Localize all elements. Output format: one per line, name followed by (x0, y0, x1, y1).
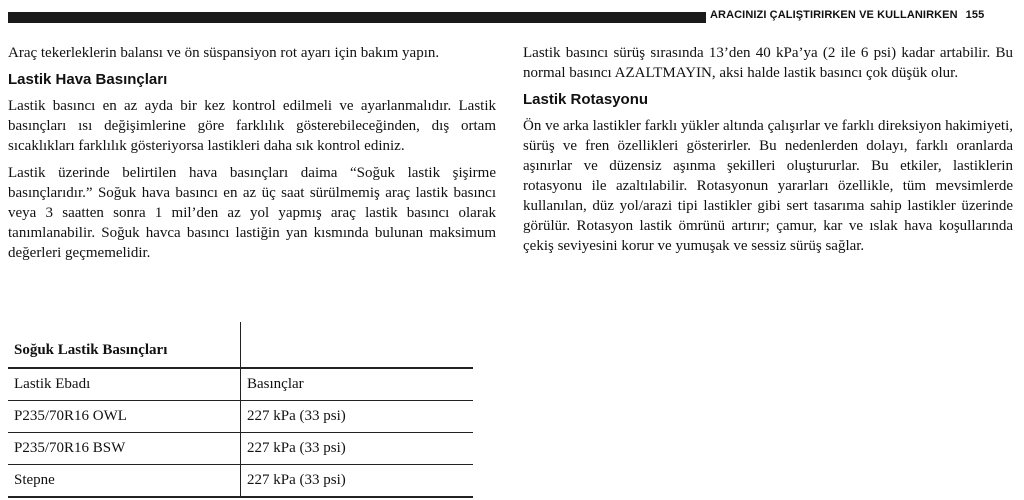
page-number: 155 (965, 9, 985, 21)
column-header-size: Lastik Ebadı (8, 368, 241, 401)
running-header (710, 9, 1010, 21)
pressure-cell: 227 kPa (33 psi) (241, 433, 474, 465)
right-column (523, 43, 1013, 263)
table-row (8, 433, 473, 465)
tire-size-cell: Stepne (8, 465, 241, 498)
pressure-cell: 227 kPa (33 psi) (241, 465, 474, 498)
table-row (8, 465, 473, 498)
tire-size-cell: P235/70R16 OWL (8, 401, 241, 433)
table-caption-row (8, 333, 473, 368)
column-header-pressure: Basınçlar (241, 368, 474, 401)
paragraph-cold-pressure: Lastik üzerinde belirtilen hava basınçları daima “Soğuk lastik şişirme basınçlarıdır.” Soğuk hava basıncı en az üç saat sürülmemiş araç lastik basıncı veya 3 saatten sonra 1 mil’den az yol yapmış araç lastik basıncı olarak tanımlanabilir. Soğuk havca basıncı lastiğin yan kısmında bulunan maksimum değerleri geçmemelidir. (8, 165, 496, 261)
heading-tire-rotation: Lastik Rotasyonu (523, 91, 649, 108)
tire-size-cell: P235/70R16 BSW (8, 433, 241, 465)
tire-pressure-table (8, 333, 473, 498)
table-caption: Soğuk Lastik Basınçları (8, 333, 241, 368)
paragraph-pressure-rise: Lastik basıncı sürüş sırasında 13’den 40 kPa’ya (2 ile 6 psi) kadar artabilir. Bu normal basıncı AZALTMAYIN, aksi halde lastik basıncı çok düşük olur. (523, 45, 1013, 81)
heading-tire-pressure: Lastik Hava Basınçları (8, 71, 168, 88)
header-rule (8, 12, 706, 23)
table-row (8, 401, 473, 433)
intro-paragraph: Araç tekerleklerin balansı ve ön süspansiyon rot ayarı için bakım yapın. (8, 45, 440, 61)
left-column (8, 43, 496, 270)
paragraph-rotation: Ön ve arka lastikler farklı yükler altında çalışırlar ve farklı direksiyon hakimiyeti, sürüş ve fren özellikleri gösterirler. Bu nedenlerden dolayı, farklı oranlarda aşınırlar ve düzensiz aşınma şekilleri oluştururlar. Bu etkiler, lastiklerin rotasyonu ile azaltılabilir. Rotasyonun yararları özellikle, tüm mevsimlerde kullanılan, düz yol/arazi tipi lastikler gibi sert tasarıma sahip lastikler üzerinde görülür. Rotasyon lastik ömrünü artırır; çamur, kar ve ıslak hava koşullarında çekiş seviyesini korur ve yumuşak ve sessiz sürüş sağlar. (523, 118, 1013, 254)
pressure-cell: 227 kPa (33 psi) (241, 401, 474, 433)
table-header-row (8, 368, 473, 401)
table-caption-empty (241, 333, 474, 368)
paragraph-pressure-check: Lastik basıncı en az ayda bir kez kontrol edilmeli ve ayarlanmalıdır. Lastik basınçları ısı değişimlerine göre farklılık gösterebileceğinden, dış ortam sıcaklıkları farklılık gösteriyorsa lastikleri daha sık kontrol ediniz. (8, 98, 496, 154)
section-title: ARACINIZI ÇALIŞTIRIRKEN VE KULLANIRKEN (710, 9, 958, 21)
